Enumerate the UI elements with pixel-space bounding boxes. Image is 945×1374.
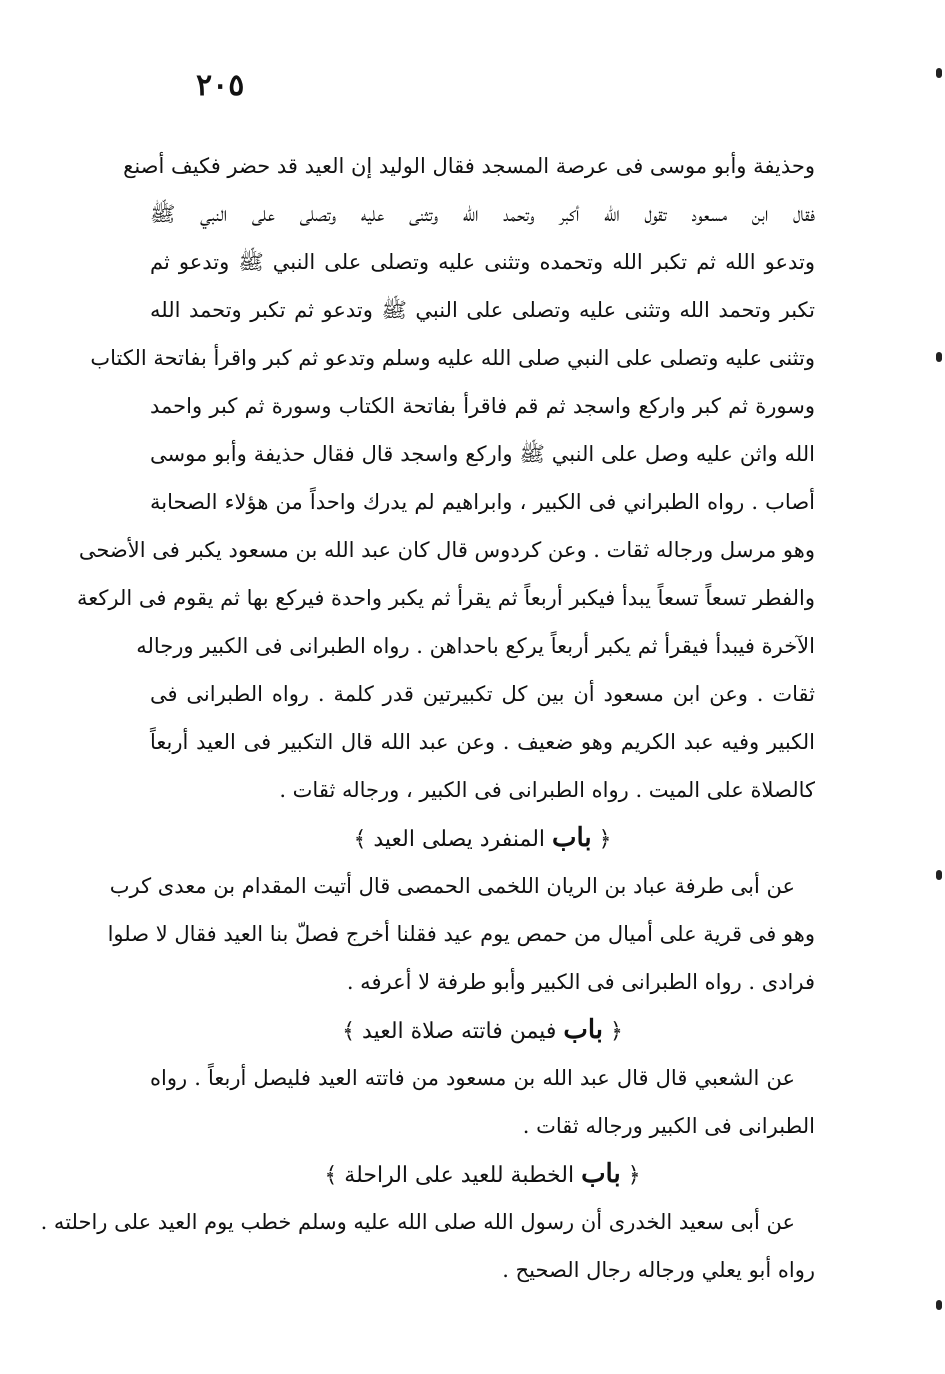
main-text (40, 142, 815, 1294)
margin-mark (936, 352, 942, 362)
margin-mark (936, 1300, 942, 1310)
heading-bab: باب (563, 1015, 603, 1045)
heading-bracket-open: ﴿ (609, 1019, 623, 1044)
margin-mark (936, 870, 942, 880)
text-line: وتدعو الله ثم تكبر الله وتحمده وتثنى عليه وتصلى على النبي ﷺ وتدعو ثم (150, 250, 815, 274)
text-line: والفطر تسعاً تسعاً يبدأ فيكبر أربعاً ثم يقرأ ثم يكبر واحدة فيركع بها ثم يقوم فى الركعة (77, 586, 815, 610)
chapter-heading (150, 814, 815, 862)
heading-bracket-close: ﴾ (353, 827, 367, 852)
text-line: عن أبى طرفة عباد بن الريان اللخمى الحمصى قال أتيت المقدام بن معدى كرب (109, 874, 795, 898)
heading-bracket-open: ﴿ (627, 1163, 641, 1188)
text-line: عن أبى سعيد الخدرى أن رسول الله صلى الله عليه وسلم خطب يوم العيد على راحلته . (40, 1210, 795, 1234)
text-line: أصاب . رواه الطبراني فى الكبير ، وابراهيم لم يدرك واحداً من هؤلاء الصحابة (150, 490, 815, 514)
text-line: عن الشعبي قال قال عبد الله بن مسعود من فاتته العيد فليصل أربعاً . رواه (150, 1066, 795, 1090)
text-line: وحذيفة وأبو موسى فى عرصة المسجد فقال الوليد إن العيد قد حضر فكيف أصنع (123, 154, 815, 178)
text-line: فرادى . رواه الطبرانى فى الكبير وأبو طرفة لا أعرفه . (346, 970, 815, 994)
heading-bab: باب (581, 1159, 621, 1189)
heading-bracket-open: ﴿ (598, 827, 612, 852)
text-line: الطبرانى فى الكبير ورجاله ثقات . (522, 1114, 815, 1138)
margin-mark (936, 68, 942, 78)
text-line: رواه أبو يعلي ورجاله رجال الصحيح . (502, 1258, 815, 1282)
chapter-heading (150, 1006, 815, 1054)
heading-bracket-close: ﴾ (324, 1163, 338, 1188)
heading-title: الخطبة للعيد على الراحلة (344, 1163, 575, 1188)
text-line: الآخرة فيبدأ فيقرأ ثم يكبر أربعاً يركع باحداهن . رواه الطبرانى فى الكبير ورجاله (136, 634, 815, 658)
text-line: وتثنى عليه وتصلى على النبي صلى الله عليه وسلم وتدعو ثم كبر واقرأ بفاتحة الكتاب (90, 346, 815, 370)
text-line: وهو مرسل ورجاله ثقات . وعن كردوس قال كان عبد الله بن مسعود يكبر فى الأضحى (78, 538, 815, 562)
heading-title: فيمن فاتته صلاة العيد (362, 1019, 557, 1044)
heading-title: المنفرد يصلى العيد (373, 827, 546, 852)
page-number: ٢٠٥ (196, 68, 245, 103)
text-line: تكبر وتحمد الله وتثنى عليه وتصلى على النبي ﷺ وتدعو ثم تكبر وتحمد الله (150, 298, 815, 322)
chapter-heading (150, 1150, 815, 1198)
text-line: وهو فى قرية على أميال من حمص يوم عيد فقلنا أخرج فصلّ بنا العيد فقال لا صلوا (107, 922, 815, 946)
heading-bab: باب (552, 823, 592, 853)
text-line: كالصلاة على الميت . رواه الطبرانى فى الكبير ، ورجاله ثقات . (279, 778, 815, 802)
text-line: فقال ابن مسعود تقول الله أكبر وتحمد الله وتثنى عليه وتصلى على النبي ﷺ (150, 202, 815, 226)
heading-bracket-close: ﴾ (342, 1019, 356, 1044)
text-line: الله واثن عليه وصل على النبي ﷺ واركع واسجد قال فقال حذيفة وأبو موسى (150, 442, 815, 466)
text-line: الكبير وفيه عبد الكريم وهو ضعيف . وعن عبد الله قال التكبير فى العيد أربعاً (150, 730, 815, 754)
text-line: ثقات . وعن ابن مسعود أن بين كل تكبيرتين قدر كلمة . رواه الطبرانى فى (150, 682, 815, 706)
text-line: وسورة ثم كبر واركع واسجد ثم قم فاقرأ بفاتحة الكتاب وسورة ثم كبر واحمد (150, 394, 815, 418)
